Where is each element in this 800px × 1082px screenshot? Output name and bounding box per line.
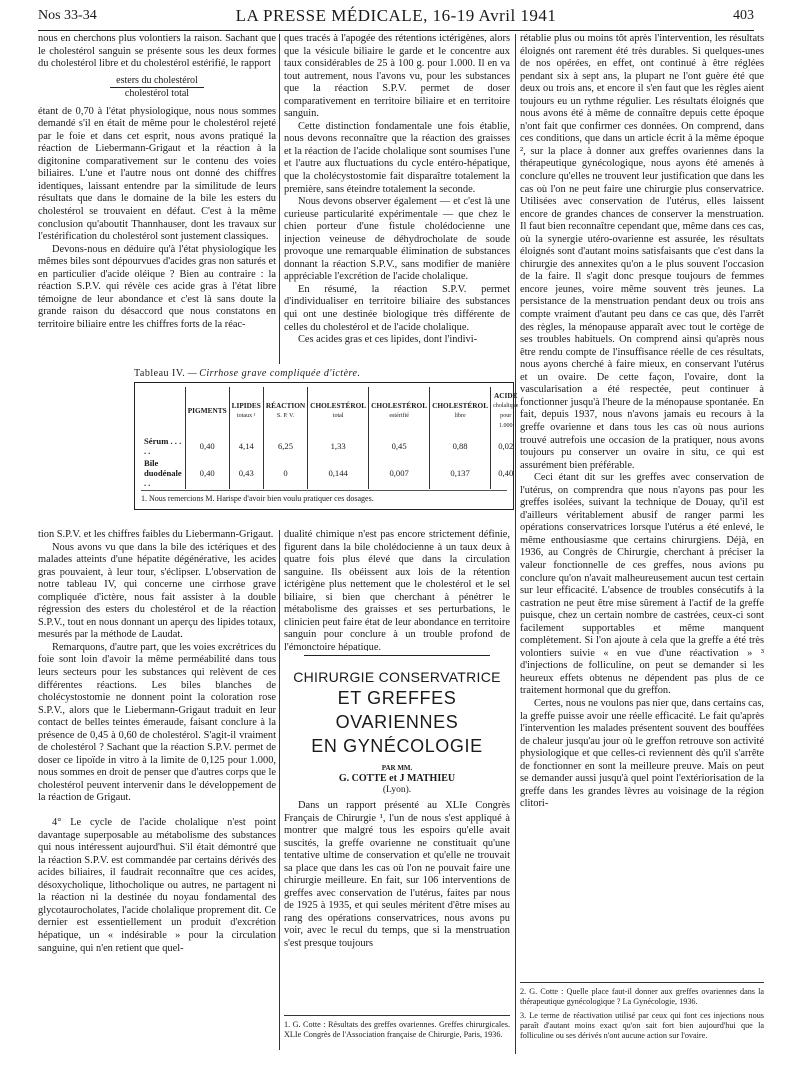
article-heading [284,655,510,795]
article-title-line-2: ET GREFFES OVARIENNES [335,688,459,732]
column-header: CHOLESTÉROL estérifié [369,387,430,435]
table-row [141,435,520,457]
paragraph: Remarquons, d'autre part, que les voies excrétrices du foie sont loin d'avoir la même perméabilité dans tous leurs secteurs pour les substances qui relèvent de ces différentes réactions. Les biles blanches de cholécystostomie ne donnent point la coloration rose S.P.V., alors que le Liebermann-Grigaut traduit en leur contact de belles teintes émeraude, faisant conclure à la présence de 0,45 à 0,60 de cholestérol. S'agit-il vraiment de cholestérol ? Sachant que la réaction S.P.V. permet de doser ce lipoïde in vitro à la limite de 0,125 pour 1.000, nous sommes en droit de penser que d'autres corps que le cholestérol peuvent intervenir dans le développement de la réaction de Grigaut. [38,641,276,804]
table-cell: 0,45 [369,435,430,457]
column-1-top [38,33,276,363]
footnote-block-column-2 [284,1015,510,1044]
paragraph: Devons-nous en déduire qu'à l'état physiologique les mêmes biles sont dépourvues d'acides gras non saturés et en particulier d'acide oléique ? Bien au contraire : la réaction S.P.V. qui révèle ces acide gras à l'état libre témoigne de leur abondance et c'est là sans doute la grande raison du désaccord que nous constatons en territoire biliaire entre les chiffres forts de la réac- [38,243,276,330]
table-cell: 4,14 [229,435,263,457]
column-header: PIGMENTS [185,387,229,435]
table-footnote: 1. Nous remercions M. Harispe d'avoir bien voulu pratiquer ces dosages. [141,490,507,503]
table-cell: 0,40 [491,457,521,489]
paragraph: étant de 0,70 à l'état physiologique, nous nous sommes demandé s'il en était de même pour le cholestérol rejeté par le foie et dans cet esprit, nous avons pratiqué la réaction de Liebermann-Grigaut et la réaction à la digitonine comparativement sur le contenu des voies biliaires. L'une et l'autre nous ont donné des chiffres identiques, laissant entendre par la similitude de leurs résultats que dans le domaine de la bile les esters du cholestérol se trouvaient en défaut. C'est à la même conclusion qu'aboutit Thannhauser, dont les travaux sur l'estérification du cholestérol sont justement classiques. [38,105,276,243]
table-iv [134,382,519,510]
paragraph: rétablie plus ou moins tôt après l'intervention, les résultats éloignés ont rarement été très durables. Si quelques-unes de nos opérées, en effet, ont continué à être réglées pendant six à sept ans, la plupart ne l'ont guère été que deux ou trois ans, et encore il s'en faut que les règles aient toujours eu un rythme régulier. Les résultats éloignés que nous avons été à même de connaître depuis cette époque n'ont fait que confirmer ces données. On comprend, dans ces conditions, que dans un article écrit à la même époque ², sur la place à donner aux greffes ovariennes dans la thérapeutique gynécologique, nous ayons été amenés à conclure qu'elles ne trouvent leur justification que dans les cas où l'on ne peut faire une chirurgie plus conservatrice. Utilisées avec conservation de l'utérus, elles laissent encore de grandes chances de conserver la menstruation. Il faut bien reconnaître cependant que, même dans ces cas, où la synergie utéro-ovarienne est assurée, les résultats éloignés sont d'autant moins satisfaisants que c'est dans la chirurgie des annexites qu'on a le plus souvent l'occasion de la faire. Il s'agit donc presque toujours de femmes encore jeunes, voire même souvent très jeunes. La persistance de la menstruation pendant deux ou trois ans compte vraiment d'autant peu dans ce cas que, dès l'arrêt des règles, la ménopause apparaît avec tout le cortège de ses troubles habituels. On comprend ainsi qu'après nous être rendu compte de l'insuffisance réelle de ces résultats, nous ayons cherché à faire mieux, en conservant l'utérus et un ovaire. De cette façon, l'ovaire, dont la vascularisation a été respectée, peut continuer à fonctionner jusqu'à l'heure de la ménopause spontanée. En fait, depuis 1937, nous n'avons jamais eu recours à la greffe ovarienne et dans tous les cas où nous aurions trouvé autrefois une occasion de la pratiquer, nous avons toujours pu conserver un ovaire in situ, ce qui est assurément bien préférable. [520,33,764,471]
row-label: Sérum . . . . . [144,436,182,456]
journal-title: LA PRESSE MÉDICALE, 16-19 Avril 1941 [235,6,557,25]
table-title: Cirrhose grave compliquée d'ictère. [199,368,361,379]
paragraph: Nous avons vu que dans la bile des ictériques et des malades atteints d'une hépatite dégénérative, les acides gras pouvaient, à leur tour, s'éclipser. L'observation de notre tableau IV, qui concerne une cirrhose grave compliquée d'ictère, nous fait assister à la double régression des esters du cholestérol et de la réaction S.P.V., tout en nous donnant un aperçu des lipides totaux, mesurés par la méthode de Laudat. [38,541,276,641]
paragraph: nous en cherchons plus volontiers la raison. Sachant que le cholestérol sanguin se présente sous les deux formes du cholestérol libre et du cholestérol estérifié, le rapport [38,33,276,70]
paragraph: Certes, nous ne voulons pas nier que, dans certains cas, la greffe puisse avoir une réelle efficacité. Le fait qu'après l'intervention les malades présentent souvent des bouffées de chaleur jusqu'au jour où le greffon retrouve son activité physiologique et que celles-ci reviennent dès qu'il s'arrête de fonctionner en sont la meilleure preuve. Mais on peut se demander aussi jusqu'à quel point l'extériorisation de la greffe dans les grandes lèvres au voisinage de la région clitori- [520,697,764,810]
footnote: 3. Le terme de réactivation utilisé par ceux qui font ces injections nous paraît d'autant moins exact qu'on sait fort bien aujourd'hui que la folliculine ou ses dérivés n'ont aucune action sur l'ovaire. [520,1010,764,1041]
author-city: (Lyon). [382,785,412,795]
article-authors: G. COTTE et J MATHIEU [338,773,456,784]
column-divider [515,34,516,1054]
header-rule [38,30,754,31]
table-cell: 0,40 [185,457,229,489]
column-divider [279,530,280,1050]
paragraph: Ces acides gras et ces lipides, dont l'indivi- [298,334,478,346]
footnote: 2. G. Cotte : Quelle place faut-il donner aux greffes ovariennes dans la thérapeutique gynécologique ? La Gynécologie, 1936. [520,987,764,1007]
page-number: 403 [733,8,754,23]
paragraph: Nous devons observer également — et c'est là une curieuse particularité expérimentale — que chez le chien porteur d'une fistule cholédocienne une injection veineuse de déhydrocholate de soude provoque une remarquable élimination de substances donnant la réaction S.P.V., sans modifier de manière appréciable l'excrétion de l'acide cholalique. [284,196,510,283]
fraction-denominator: cholestérol total [124,87,190,99]
table-cell: 0,007 [369,457,430,489]
table-cell: 0,40 [185,435,229,457]
issue-number: Nos 33-34 [38,8,97,23]
column-header: LIPIDES totaux ¹ [229,387,263,435]
heading-rule [304,655,490,656]
article-title-line-1: CHIRURGIE CONSERVATRICE [293,669,501,685]
paragraph: Cette distinction fondamentale une fois établie, nous devons reconnaître que la réaction des graisses et la réaction de l'acide cholalique sont soumises l'une et l'autre aux fluctuations du cycle entéro-hépatique, que la cholécystostomie fait disparaître totalement la première, sans éteindre totalement la seconde. [284,120,510,195]
column-header: CHOLESTÉROL libre [430,387,491,435]
row-label: Bile duodénale . . [144,458,182,488]
column-1-bottom [38,529,276,1049]
byline-prefix: PAR MM. [381,764,413,772]
row-header-cell [141,387,185,435]
column-3 [520,33,764,973]
column-header: ACIDE cholalique pour 1.000 [491,387,521,435]
column-2-top [284,33,510,363]
table-caption: Tableau IV. — Cirrhose grave compliquée d'ictère. [134,368,361,379]
table-label: Tableau IV. [134,368,186,379]
esters-ratio-fraction [38,75,276,100]
paragraph: Dans un rapport présenté au XLIe Congrès Français de Chirurgie ¹, l'un de nous s'est appliqué à montrer que malgré tous les espoirs qu'elle avait suscités, la greffe ovarienne ne constituait qu'une tentative ultime de conservation et qu'elle ne trouvait sa place que dans les cas où l'on ne pouvait faire une chirurgie meilleure. En fait, sur 106 interventions de greffes avec conservation de l'utérus, faites par nous de 1925 à 1935, et qui seules méritent d'être mises au rang des opérations conservatrices, nous avons pu voir, avec le recul du temps, que si la menstruation s'est presque toujours [284,800,510,950]
column-header: RÉACTION S. P. V. [263,387,307,435]
paragraph: dualité chimique n'est pas encore strictement définie, figurent dans la bile cholédocienne à un taux deux à quatre fois plus élevé que dans la circulation sanguine. Ils obéissent aux lois de la rétention ictérigène plus nettement que le cholestérol et le sel biliaire, si bien que cherchant à pénétrer le métabolisme des graisses et ses perturbations, le clinicien peut faire état de leur abondance en territoire sanguin pour conclure à un trouble profond de l'émonctoire hépatique. [284,529,510,651]
table-cell: 6,25 [263,435,307,457]
paragraph: 4° Le cycle de l'acide cholalique n'est point davantage superposable au métabolisme des substances qui nous intéressent aujourd'hui. S'il était démontré que la réaction S.P.V. est commandée par certains dérivés des acides biliaires, il faudrait reconnaître que ces acides, désoxycholique, lithocholique ou autres, ne partagent ni la réaction ni la destinée du noyau fondamental des glycotaurocholates, l'acide cholalique proprement dit. Ce dernier est essentiellement un produit d'excrétion hépatique, un « indésirable » pour la circulation sanguine, qui n'en retient que quel- [38,817,276,954]
paragraph: tion S.P.V. et les chiffres faibles du Liebermann-Grigaut. [38,529,274,540]
column-divider [279,34,280,364]
footnote: 1. G. Cotte : Résultats des greffes ovariennes. Greffes chirurgicales. XLIe Congrès de l'Association française de Chirurgie, Paris, 1936. [284,1020,510,1040]
table-cell: 1,33 [308,435,369,457]
table-row [141,457,520,489]
data-table [141,387,520,489]
column-header: CHOLESTÉROL total [308,387,369,435]
article-title-line-3: EN GYNÉCOLOGIE [311,736,483,756]
table-cell: 0,02 [491,435,521,457]
table-cell: 0,88 [430,435,491,457]
paragraph: Ceci étant dit sur les greffes avec conservation de l'utérus, on comprendra que nous n'ayons pas pour les greffes isolées, suivant la technique de Douay, qu'il est d'ailleurs véritablement abusif de ranger parmi les opérations conservatrices lorsque l'utérus a été enlevé, le même enthousiasme que certains chirurgiens. Déjà, en 1936, au Congrès de Chirurgie, cherchant à préciser la valeur fonctionnelle de ces greffes, nous avions pu conclure qu'on n'avait malheureusement aucun test certain sur leur efficacité. L'absence de troubles consécutifs à la castration ne peut être mise sûrement à l'actif de la greffe puisque, chez un certain nombre de castrées, ceux-ci sont facilement supportables et même manquent complètement. Si l'on ajoute à cela que la greffe a été très volontiers suivie « en vue d'une réactivation » ³ d'injections de folliculine, on peut se demander si les heureux effets obtenus ne dépendent pas plus de ce traitement hormonal que du greffon. [520,472,764,697]
paragraph: En résumé, la réaction S.P.V. permet d'individualiser en territoire biliaire des substances qui ont une destinée biologique très différente de celles du cholestérol et de l'acide cholalique. [284,283,510,333]
article-body-column-2 [284,800,510,1008]
table-cell: 0,137 [430,457,491,489]
paragraph: ques tracés à l'apogée des rétentions ictérigènes, alors que la vésicule biliaire le garde et le concentre aux taux considérables de 25 à 100 g. pour 1.000. Il en va tout autrement, nous l'avons vu, pour les substances que la réaction S.P.V. permet de doser comparativement en territoire biliaire et en territoire sanguin. [284,33,510,120]
table-cell: 0,144 [308,457,369,489]
table-cell: 0,43 [229,457,263,489]
footnote-block-column-3 [520,982,764,1044]
column-2-bottom [284,529,510,651]
fraction-numerator: esters du cholestérol [110,75,204,88]
table-cell: 0 [263,457,307,489]
page-header [38,6,754,28]
